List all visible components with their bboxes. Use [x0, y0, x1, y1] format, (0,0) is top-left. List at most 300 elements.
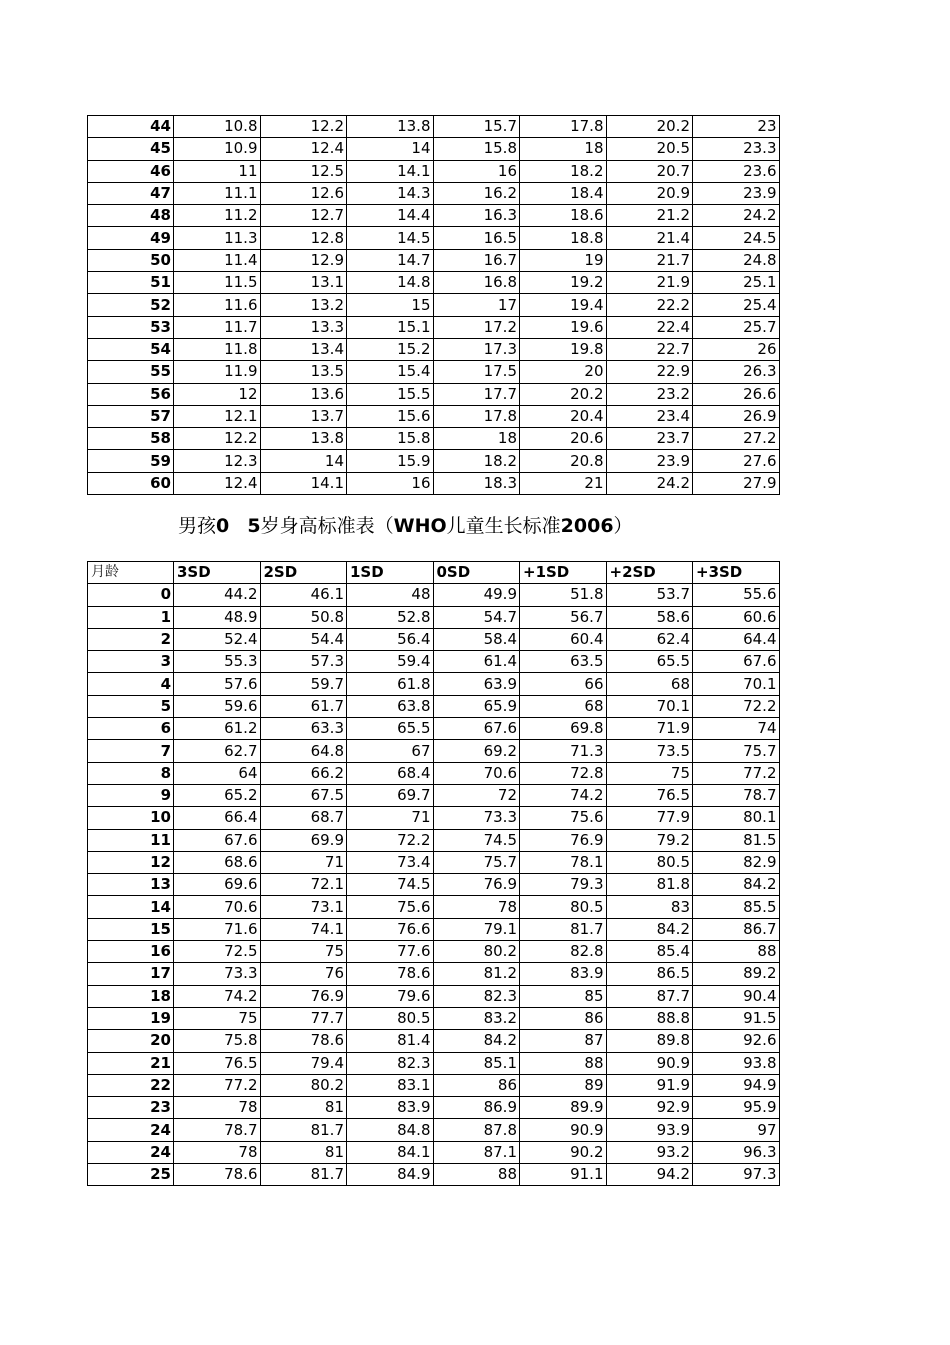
table-cell: 95.9	[693, 1097, 780, 1119]
table-cell: 23.7	[606, 428, 693, 450]
row-age-cell: 8	[88, 762, 174, 784]
table-cell: 70.1	[693, 673, 780, 695]
table-cell: 14.3	[347, 182, 434, 204]
table-cell: 79.3	[520, 874, 607, 896]
table-cell: 11.8	[174, 338, 261, 360]
table-row	[88, 338, 780, 360]
table-cell: 73.3	[174, 963, 261, 985]
table-row	[88, 918, 780, 940]
table-cell: 81	[260, 1097, 347, 1119]
row-age-cell: 53	[88, 316, 174, 338]
table-cell: 63.8	[347, 695, 434, 717]
table-cell: 18	[520, 138, 607, 160]
header-plus-1sd: +1SD	[520, 562, 607, 584]
table-cell: 64.4	[693, 628, 780, 650]
table-row	[88, 628, 780, 650]
table-cell: 67.5	[260, 784, 347, 806]
table-cell: 72	[433, 784, 520, 806]
table-cell: 76	[260, 963, 347, 985]
table-cell: 16.2	[433, 182, 520, 204]
table-cell: 55.6	[693, 584, 780, 606]
table-cell: 11.2	[174, 205, 261, 227]
table-cell: 65.5	[606, 651, 693, 673]
table-cell: 26	[693, 338, 780, 360]
table-cell: 92.9	[606, 1097, 693, 1119]
table-cell: 55.3	[174, 651, 261, 673]
row-age-cell: 6	[88, 718, 174, 740]
table-row	[88, 695, 780, 717]
row-age-cell: 57	[88, 405, 174, 427]
row-age-cell: 4	[88, 673, 174, 695]
table-cell: 15.2	[347, 338, 434, 360]
table-cell: 66.4	[174, 807, 261, 829]
table-cell: 21	[520, 472, 607, 494]
table-cell: 11.4	[174, 249, 261, 271]
table-cell: 74.5	[433, 829, 520, 851]
table-cell: 72.2	[693, 695, 780, 717]
table-cell: 81.7	[520, 918, 607, 940]
table-cell: 88	[693, 941, 780, 963]
table-cell: 81.7	[260, 1164, 347, 1186]
row-age-cell: 60	[88, 472, 174, 494]
table-cell: 20	[520, 361, 607, 383]
table-cell: 53.7	[606, 584, 693, 606]
table-cell: 80.5	[606, 851, 693, 873]
table-row	[88, 249, 780, 271]
table-cell: 25.7	[693, 316, 780, 338]
table-cell: 59.4	[347, 651, 434, 673]
table-cell: 18	[433, 428, 520, 450]
table-cell: 10.9	[174, 138, 261, 160]
table-cell: 70.6	[174, 896, 261, 918]
weight-table-continued	[87, 115, 780, 495]
title-part-age-start: 0	[216, 515, 230, 537]
table-cell: 72.1	[260, 874, 347, 896]
table-cell: 75	[606, 762, 693, 784]
table-cell: 11.3	[174, 227, 261, 249]
table-cell: 10.8	[174, 116, 261, 138]
table-cell: 12.8	[260, 227, 347, 249]
table-row	[88, 361, 780, 383]
table-cell: 77.2	[174, 1074, 261, 1096]
table-row	[88, 272, 780, 294]
table-cell: 83.1	[347, 1074, 434, 1096]
table-cell: 58.4	[433, 628, 520, 650]
row-age-cell: 16	[88, 941, 174, 963]
table-cell: 24.2	[606, 472, 693, 494]
row-age-cell: 25	[88, 1164, 174, 1186]
row-age-cell: 5	[88, 695, 174, 717]
table-cell: 14.8	[347, 272, 434, 294]
table-cell: 56.4	[347, 628, 434, 650]
table-cell: 65.5	[347, 718, 434, 740]
table-cell: 26.6	[693, 383, 780, 405]
table-row	[88, 182, 780, 204]
table-cell: 78.6	[174, 1164, 261, 1186]
table-cell: 17.8	[433, 405, 520, 427]
table-cell: 79.6	[347, 985, 434, 1007]
table-cell: 70.1	[606, 695, 693, 717]
table-cell: 13.4	[260, 338, 347, 360]
table-cell: 78	[433, 896, 520, 918]
table-cell: 50.8	[260, 606, 347, 628]
table-cell: 76.5	[606, 784, 693, 806]
row-age-cell: 51	[88, 272, 174, 294]
table-cell: 68.7	[260, 807, 347, 829]
table-row	[88, 316, 780, 338]
table-cell: 16	[433, 160, 520, 182]
table-row	[88, 138, 780, 160]
table-cell: 90.2	[520, 1141, 607, 1163]
table-cell: 75.6	[347, 896, 434, 918]
row-age-cell: 11	[88, 829, 174, 851]
row-age-cell: 1	[88, 606, 174, 628]
table-cell: 19.8	[520, 338, 607, 360]
table-cell: 57.6	[174, 673, 261, 695]
table-row	[88, 205, 780, 227]
height-table-body	[88, 584, 780, 1186]
table-cell: 70.6	[433, 762, 520, 784]
row-age-cell: 17	[88, 963, 174, 985]
table-cell: 12.4	[174, 472, 261, 494]
table-cell: 75.7	[693, 740, 780, 762]
table-cell: 63.9	[433, 673, 520, 695]
table-cell: 86	[520, 1007, 607, 1029]
table-cell: 77.7	[260, 1007, 347, 1029]
row-age-cell: 7	[88, 740, 174, 762]
table-cell: 71.6	[174, 918, 261, 940]
table-cell: 27.2	[693, 428, 780, 450]
table-row	[88, 606, 780, 628]
header-minus-3sd: 3SD	[174, 562, 261, 584]
row-age-cell: 0	[88, 584, 174, 606]
row-age-cell: 20	[88, 1030, 174, 1052]
row-age-cell: 47	[88, 182, 174, 204]
table-cell: 72.8	[520, 762, 607, 784]
table-cell: 90.9	[606, 1052, 693, 1074]
height-table-title	[178, 513, 633, 539]
table-cell: 81.5	[693, 829, 780, 851]
table-cell: 88.8	[606, 1007, 693, 1029]
row-age-cell: 14	[88, 896, 174, 918]
table-cell: 84.8	[347, 1119, 434, 1141]
table-cell: 67.6	[433, 718, 520, 740]
table-cell: 21.7	[606, 249, 693, 271]
row-age-cell: 10	[88, 807, 174, 829]
table-row	[88, 807, 780, 829]
table-cell: 64.8	[260, 740, 347, 762]
table-cell: 69.2	[433, 740, 520, 762]
table-cell: 76.9	[260, 985, 347, 1007]
table-row	[88, 1052, 780, 1074]
table-cell: 20.6	[520, 428, 607, 450]
table-cell: 89.8	[606, 1030, 693, 1052]
table-cell: 68.6	[174, 851, 261, 873]
table-cell: 56.7	[520, 606, 607, 628]
table-row	[88, 1164, 780, 1186]
table-row	[88, 1074, 780, 1096]
table-cell: 23.2	[606, 383, 693, 405]
table-cell: 13.1	[260, 272, 347, 294]
table-cell: 91.5	[693, 1007, 780, 1029]
table-cell: 79.1	[433, 918, 520, 940]
table-cell: 18.2	[520, 160, 607, 182]
table-cell: 13.7	[260, 405, 347, 427]
table-row	[88, 985, 780, 1007]
table-cell: 80.2	[260, 1074, 347, 1096]
table-cell: 67	[347, 740, 434, 762]
table-row	[88, 227, 780, 249]
table-cell: 11.6	[174, 294, 261, 316]
table-cell: 24.8	[693, 249, 780, 271]
table-cell: 96.3	[693, 1141, 780, 1163]
row-age-cell: 52	[88, 294, 174, 316]
table-cell: 78.1	[520, 851, 607, 873]
table-cell: 23.9	[693, 182, 780, 204]
table-cell: 18.6	[520, 205, 607, 227]
table-row	[88, 472, 780, 494]
table-cell: 82.3	[433, 985, 520, 1007]
table-cell: 60.4	[520, 628, 607, 650]
table-row	[88, 383, 780, 405]
table-cell: 83	[606, 896, 693, 918]
table-cell: 87.7	[606, 985, 693, 1007]
table-cell: 52.8	[347, 606, 434, 628]
table-cell: 71.9	[606, 718, 693, 740]
row-age-cell: 9	[88, 784, 174, 806]
table-cell: 86.7	[693, 918, 780, 940]
table-cell: 62.7	[174, 740, 261, 762]
table-cell: 83.9	[520, 963, 607, 985]
table-cell: 80.5	[347, 1007, 434, 1029]
table-cell: 22.7	[606, 338, 693, 360]
row-age-cell: 50	[88, 249, 174, 271]
row-age-cell: 21	[88, 1052, 174, 1074]
table-row	[88, 718, 780, 740]
table-cell: 65.9	[433, 695, 520, 717]
table-cell: 14	[260, 450, 347, 472]
table-cell: 23.6	[693, 160, 780, 182]
table-cell: 17.3	[433, 338, 520, 360]
table-row	[88, 1141, 780, 1163]
table-cell: 48.9	[174, 606, 261, 628]
table-row	[88, 651, 780, 673]
table-cell: 69.9	[260, 829, 347, 851]
height-table	[87, 561, 780, 1186]
table-row	[88, 428, 780, 450]
table-cell: 12.5	[260, 160, 347, 182]
table-cell: 16.5	[433, 227, 520, 249]
table-cell: 18.4	[520, 182, 607, 204]
table-cell: 94.9	[693, 1074, 780, 1096]
table-cell: 81.8	[606, 874, 693, 896]
table-cell: 79.2	[606, 829, 693, 851]
row-age-cell: 3	[88, 651, 174, 673]
table-cell: 85.1	[433, 1052, 520, 1074]
table-cell: 17.2	[433, 316, 520, 338]
table-cell: 61.2	[174, 718, 261, 740]
table-cell: 80.2	[433, 941, 520, 963]
table-cell: 57.3	[260, 651, 347, 673]
table-cell: 22.9	[606, 361, 693, 383]
table-cell: 17.8	[520, 116, 607, 138]
table-cell: 19.2	[520, 272, 607, 294]
table-cell: 80.5	[520, 896, 607, 918]
table-cell: 12.6	[260, 182, 347, 204]
table-cell: 54.7	[433, 606, 520, 628]
table-cell: 65.2	[174, 784, 261, 806]
table-cell: 25.4	[693, 294, 780, 316]
table-cell: 74	[693, 718, 780, 740]
table-row	[88, 160, 780, 182]
table-cell: 72.5	[174, 941, 261, 963]
table-cell: 11	[174, 160, 261, 182]
table-cell: 61.7	[260, 695, 347, 717]
table-cell: 77.9	[606, 807, 693, 829]
table-cell: 58.6	[606, 606, 693, 628]
table-cell: 89.9	[520, 1097, 607, 1119]
table-cell: 80.1	[693, 807, 780, 829]
table-cell: 75.8	[174, 1030, 261, 1052]
table-cell: 73.5	[606, 740, 693, 762]
table-cell: 81.2	[433, 963, 520, 985]
table-cell: 20.5	[606, 138, 693, 160]
table-cell: 73.1	[260, 896, 347, 918]
row-age-cell: 55	[88, 361, 174, 383]
table-cell: 18.8	[520, 227, 607, 249]
table-cell: 78.7	[174, 1119, 261, 1141]
table-cell: 11.7	[174, 316, 261, 338]
table-cell: 20.4	[520, 405, 607, 427]
row-age-cell: 58	[88, 428, 174, 450]
table-cell: 87.1	[433, 1141, 520, 1163]
title-part-who: WHO	[393, 515, 447, 537]
table-row	[88, 896, 780, 918]
table-cell: 26.9	[693, 405, 780, 427]
row-age-cell: 2	[88, 628, 174, 650]
weight-table-body	[88, 116, 780, 495]
table-cell: 61.4	[433, 651, 520, 673]
table-cell: 54.4	[260, 628, 347, 650]
table-cell: 19.6	[520, 316, 607, 338]
title-part-year: 2006	[560, 515, 614, 537]
table-cell: 72.2	[347, 829, 434, 851]
table-cell: 76.9	[520, 829, 607, 851]
table-cell: 69.6	[174, 874, 261, 896]
row-age-cell: 45	[88, 138, 174, 160]
row-age-cell: 44	[88, 116, 174, 138]
table-cell: 13.5	[260, 361, 347, 383]
table-cell: 61.8	[347, 673, 434, 695]
table-row	[88, 1097, 780, 1119]
table-cell: 87	[520, 1030, 607, 1052]
table-cell: 74.5	[347, 874, 434, 896]
table-row	[88, 1119, 780, 1141]
table-cell: 19.4	[520, 294, 607, 316]
table-cell: 75.6	[520, 807, 607, 829]
table-cell: 11.9	[174, 361, 261, 383]
table-cell: 12.9	[260, 249, 347, 271]
table-cell: 20.7	[606, 160, 693, 182]
table-cell: 86.5	[606, 963, 693, 985]
table-cell: 59.6	[174, 695, 261, 717]
table-cell: 67.6	[174, 829, 261, 851]
table-cell: 23.9	[606, 450, 693, 472]
header-minus-1sd: 1SD	[347, 562, 434, 584]
table-cell: 84.2	[433, 1030, 520, 1052]
table-cell: 94.2	[606, 1164, 693, 1186]
table-row	[88, 673, 780, 695]
title-part-age-end: 5	[247, 515, 261, 537]
table-cell: 15	[347, 294, 434, 316]
table-cell: 85.4	[606, 941, 693, 963]
table-cell: 16.3	[433, 205, 520, 227]
table-cell: 68	[606, 673, 693, 695]
table-cell: 14	[347, 138, 434, 160]
table-row	[88, 963, 780, 985]
table-cell: 13.3	[260, 316, 347, 338]
header-plus-3sd: +3SD	[693, 562, 780, 584]
table-cell: 49.9	[433, 584, 520, 606]
table-row	[88, 874, 780, 896]
table-cell: 78	[174, 1097, 261, 1119]
table-cell: 17.5	[433, 361, 520, 383]
row-age-cell: 12	[88, 851, 174, 873]
table-cell: 97	[693, 1119, 780, 1141]
table-cell: 25.1	[693, 272, 780, 294]
table-row	[88, 405, 780, 427]
table-cell: 23.3	[693, 138, 780, 160]
row-age-cell: 24	[88, 1141, 174, 1163]
table-cell: 69.8	[520, 718, 607, 740]
table-cell: 77.2	[693, 762, 780, 784]
table-cell: 97.3	[693, 1164, 780, 1186]
table-cell: 66	[520, 673, 607, 695]
row-age-cell: 19	[88, 1007, 174, 1029]
table-cell: 76.9	[433, 874, 520, 896]
row-age-cell: 48	[88, 205, 174, 227]
table-cell: 20.8	[520, 450, 607, 472]
header-minus-2sd: 2SD	[260, 562, 347, 584]
table-cell: 12.4	[260, 138, 347, 160]
table-cell: 78.6	[347, 963, 434, 985]
table-cell: 14.4	[347, 205, 434, 227]
header-0sd: 0SD	[433, 562, 520, 584]
table-cell: 20.9	[606, 182, 693, 204]
table-cell: 12.7	[260, 205, 347, 227]
table-cell: 93.9	[606, 1119, 693, 1141]
table-cell: 15.5	[347, 383, 434, 405]
row-age-cell: 49	[88, 227, 174, 249]
table-cell: 18.2	[433, 450, 520, 472]
table-cell: 13.6	[260, 383, 347, 405]
table-cell: 93.8	[693, 1052, 780, 1074]
table-cell: 24.2	[693, 205, 780, 227]
title-part-close: ）	[613, 515, 633, 537]
table-cell: 12.1	[174, 405, 261, 427]
table-cell: 92.6	[693, 1030, 780, 1052]
table-cell: 81	[260, 1141, 347, 1163]
table-cell: 77.6	[347, 941, 434, 963]
table-cell: 90.4	[693, 985, 780, 1007]
table-cell: 81.7	[260, 1119, 347, 1141]
table-cell: 14.1	[347, 160, 434, 182]
table-cell: 12.2	[174, 428, 261, 450]
table-cell: 18.3	[433, 472, 520, 494]
row-age-cell: 22	[88, 1074, 174, 1096]
table-cell: 51.8	[520, 584, 607, 606]
table-cell: 16	[347, 472, 434, 494]
